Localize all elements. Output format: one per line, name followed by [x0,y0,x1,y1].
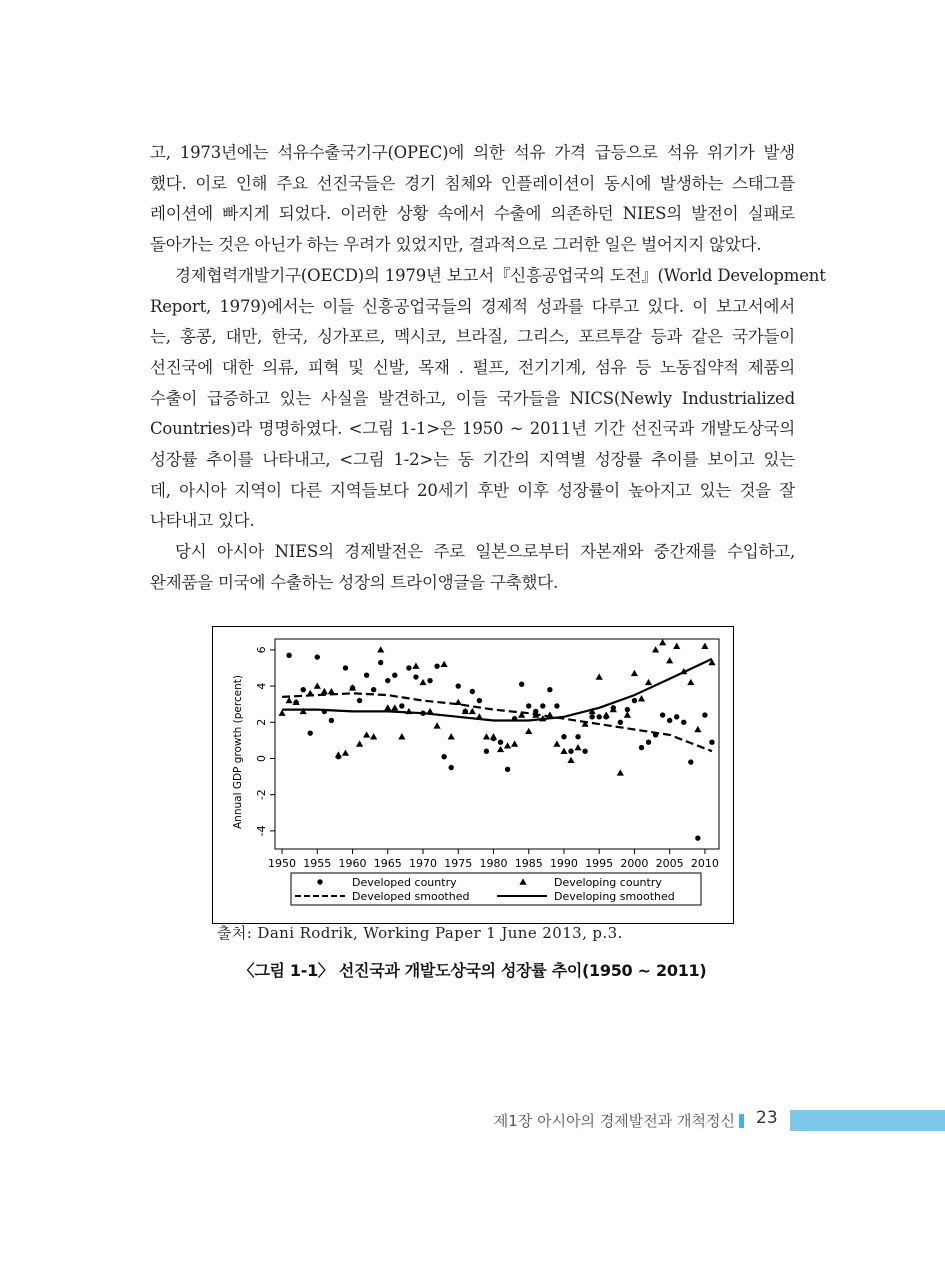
x-tick-label: 1970 [409,857,437,870]
legend-developed-marker [317,879,322,884]
body-line: 돌아가는 것은 아닌가 하는 우려가 있었지만, 결과적으로 그러한 일은 벌어지지 않았다. [150,235,762,255]
developed-point [667,718,672,723]
x-tick-label: 2010 [690,857,719,870]
footer-bar [790,1110,945,1131]
developed-point [709,739,714,744]
y-tick-label: 4 [255,682,268,690]
body-line: 완제품을 미국에 수출하는 성장의 트라이앵글을 구축했다. [150,572,559,592]
y-axis-label: Annual GDP growth (percent) [232,674,244,830]
page-number: 23 [756,1108,778,1128]
developed-point [470,689,475,694]
developed-point [308,730,313,735]
body-line: 나타내고 있다. [150,511,255,531]
developed-point [540,703,545,708]
legend-developed-smoothed: Developed smoothed [352,890,470,903]
y-tick-label: 2 [255,718,268,726]
developed-point [300,687,305,692]
body-line: 수출이 급증하고 있는 사실을 발견하고, 이들 국가들을 NICS(Newly Industrialized [150,388,795,408]
x-tick-label: 2005 [655,857,684,870]
developed-point [286,653,291,658]
developed-point [554,703,559,708]
body-line: 데, 아시아 지역이 다른 지역들보다 20세기 후반 이후 성장률이 높아지고 있는 것을 잘 [150,480,795,500]
y-tick-label: -2 [255,789,268,801]
developed-point [448,765,453,770]
body-line: Report, 1979)에서는 이들 신흥공업국들의 경제적 성과를 다루고 있다. 이 보고서에서 [150,296,795,316]
x-tick-label: 1980 [479,857,508,870]
developed-point [343,665,348,670]
developed-point [371,687,376,692]
developed-point [357,698,362,703]
developed-point [392,673,397,678]
developed-point [456,683,461,688]
legend-developing-country: Developing country [554,876,662,889]
body-line: 당시 아시아 NIES의 경제발전은 주로 일본으로부터 자본재와 중간재를 수입하고, [175,542,795,562]
developed-point [364,673,369,678]
body-line: Countries)라 명명하였다. <그림 1-1>은 1950 ~ 2011년 기간 선진국과 개발도상국의 [150,419,795,439]
developed-point [632,698,637,703]
developed-point [484,749,489,754]
running-footer: 제1장 아시아의 경제발전과 개척정신 [493,1112,735,1130]
developed-point [329,718,334,723]
footer-marker [739,1114,744,1128]
body-text [150,138,826,599]
body-line: 선진국에 대한 의류, 피혁 및 신발, 목재 . 펄프, 전기기계, 섬유 등 노동집약적 제품의 [150,357,795,377]
developed-point [378,660,383,665]
body-line: 레이션에 빠지게 되었다. 이러한 상황 속에서 수출에 의존하던 NIES의 발전이 실패로 [150,204,795,224]
developed-point [505,767,510,772]
developed-point [547,687,552,692]
developed-point [702,712,707,717]
developed-point [477,698,482,703]
developed-point [646,739,651,744]
x-tick-label: 1975 [444,857,473,870]
developed-point [681,720,686,725]
developed-point [575,734,580,739]
developed-point [413,674,418,679]
y-tick-label: 6 [255,646,268,654]
developed-point [618,720,623,725]
x-tick-label: 1990 [549,857,578,870]
x-tick-label: 1995 [585,857,614,870]
x-tick-label: 1960 [338,857,367,870]
developed-point [688,759,693,764]
figure-source: 출처: Dani Rodrik, Working Paper 1 June 2013, p.3. [217,924,623,942]
developed-point [385,678,390,683]
developed-point [322,709,327,714]
body-line: 고, 1973년에는 석유수출국기구(OPEC)에 의한 석유 가격 급등으로 석유 위기가 발생 [150,143,795,162]
developed-point [660,712,665,717]
developed-point [674,714,679,719]
developed-point [568,749,573,754]
y-tick-label: 0 [255,754,268,762]
developed-point [498,739,503,744]
figure-caption: 〈그림 1-1〉 선진국과 개발도상국의 성장률 추이(1950 ~ 2011) [238,961,707,980]
x-tick-label: 2000 [620,857,649,870]
developed-point [653,732,658,737]
x-tick-label: 1950 [268,857,297,870]
body-line: 성장률 추이를 나타내고, <그림 1-2>는 동 기간의 지역별 성장률 추이를 보이고 있는 [150,450,795,470]
developed-point [519,682,524,687]
x-tick-label: 1955 [303,857,332,870]
y-tick-label: -4 [255,825,268,837]
developed-point [406,665,411,670]
legend-developing-smoothed: Developing smoothed [554,890,675,903]
developed-point [315,654,320,659]
body-line: 는, 홍콩, 대만, 한국, 싱가포르, 멕시코, 브라질, 그리스, 포르투갈 등과 같은 국가들이 [150,327,795,347]
developed-point [526,703,531,708]
legend-developed-country: Developed country [352,876,457,889]
developed-point [434,663,439,668]
developed-point [695,835,700,840]
developed-point [399,703,404,708]
chart-figure [212,626,734,924]
developed-point [596,714,601,719]
body-line: 했다. 이로 인해 주요 선진국들은 경기 침체와 인플레이션이 동시에 발생하는 스태그플 [150,173,795,193]
developed-point [420,711,425,716]
developed-point [582,749,587,754]
chart-legend [291,873,701,905]
developed-point [427,678,432,683]
developed-point [639,745,644,750]
developed-point [589,714,594,719]
body-line: 경제협력개발기구(OECD)의 1979년 보고서『신흥공업국의 도전』(World Development [175,265,826,285]
x-tick-label: 1965 [373,857,402,870]
plot-area [275,639,719,849]
developed-point [512,716,517,721]
developed-point [441,754,446,759]
x-tick-label: 1985 [514,857,543,870]
growth-chart [213,627,733,923]
developed-point [561,734,566,739]
